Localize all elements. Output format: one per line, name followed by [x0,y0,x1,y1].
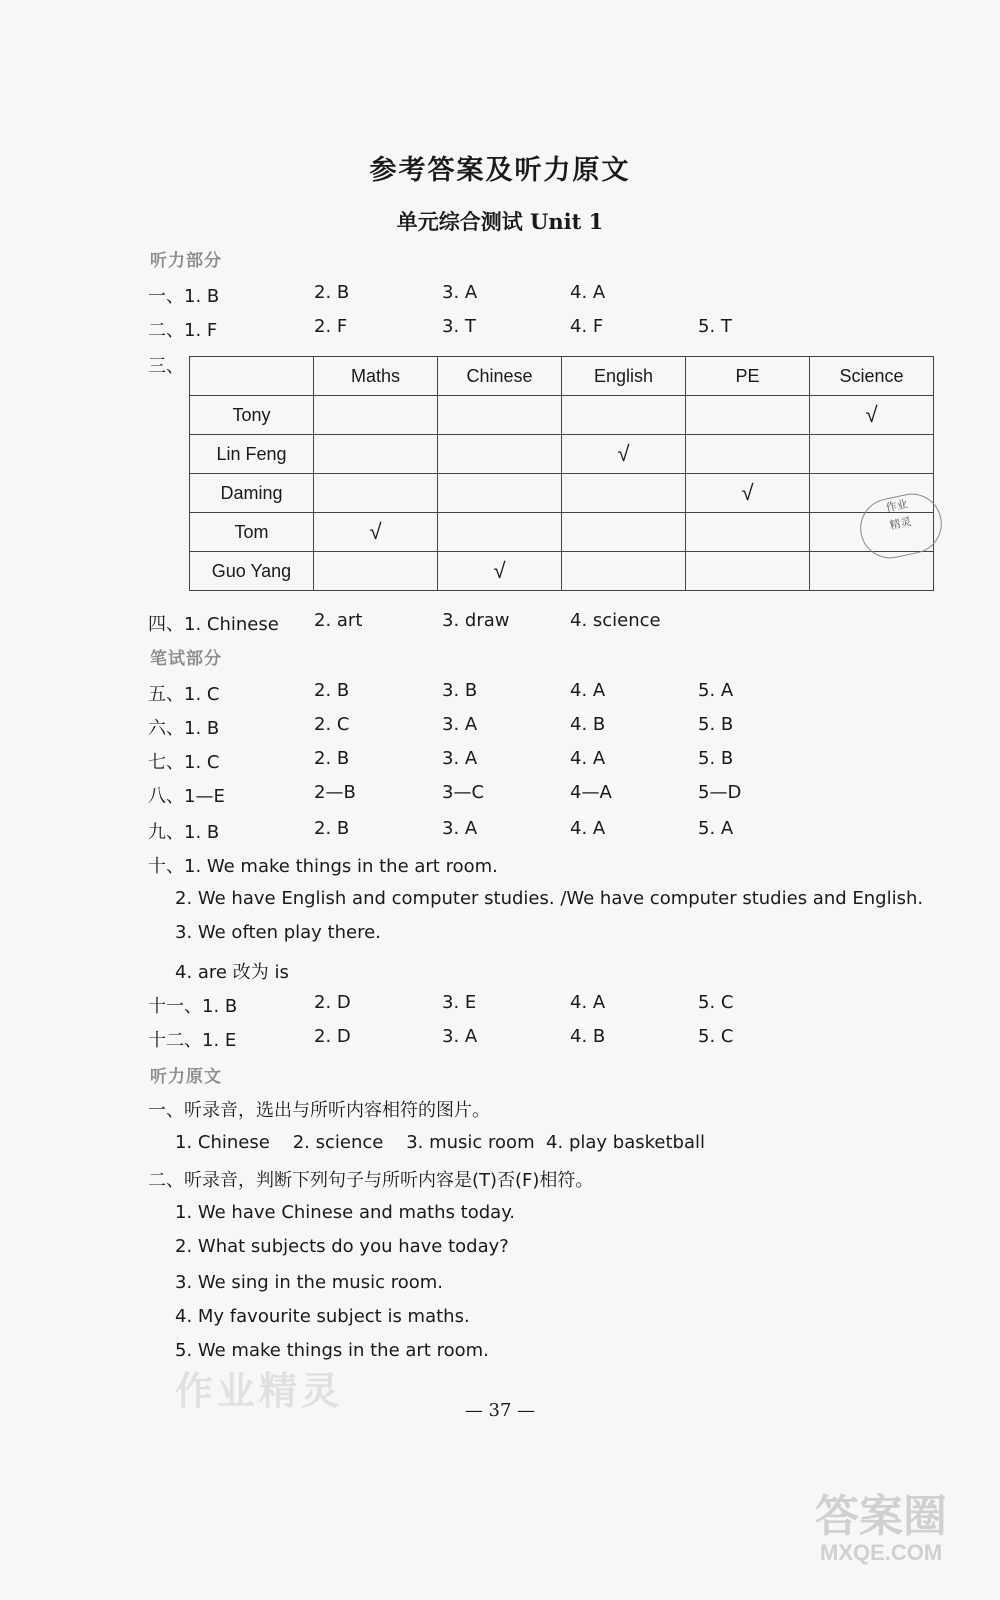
answer-item: 5. C [698,992,734,1013]
table-row [190,513,934,552]
answer-item: 3. A [442,748,478,769]
tick-cell: √ [438,552,562,591]
answer-10-line-3: 3. We often play there. [175,922,381,943]
answer-item: 3. A [442,818,478,839]
tick-cell: √ [686,474,810,513]
student-name: Tony [190,396,314,435]
tick-cell [810,552,934,591]
answer-item: 4. A [570,992,606,1013]
answer-item: 4. A [570,818,606,839]
table-header-cell: Science [810,357,934,396]
answer-item: 5—D [698,782,742,803]
tick-cell [562,474,686,513]
watermark-url: MXQE.COM [820,1540,943,1565]
answer-row-3-label: 三、 [148,356,184,377]
answer-10-line-2: 2. We have English and computer studies. /We have computer studies and English. [175,888,924,909]
answer-item: 4. A [570,680,606,701]
table-header-row [190,357,934,396]
tick-cell: √ [562,435,686,474]
answer-item: 2. C [314,714,350,735]
answer-item: 5. C [698,1026,734,1047]
section-script: 听力原文 [150,1067,222,1086]
tick-cell [562,396,686,435]
answer-item: 3—C [442,782,485,803]
answer-item: 2. D [314,992,351,1013]
page-number: — 37 — [464,1400,536,1421]
student-name: Guo Yang [190,552,314,591]
answer-label: 二、1. F [148,320,218,341]
student-name: Lin Feng [190,435,314,474]
tick-cell [810,435,934,474]
answer-item: 3. A [442,1026,478,1047]
tick-cell [438,474,562,513]
table-header-cell: Maths [314,357,438,396]
subjects-table [189,356,934,591]
tick-cell [314,474,438,513]
script-line: 4. My favourite subject is maths. [175,1306,470,1327]
answer-item: 2—B [314,782,356,803]
answer-item: 2. D [314,1026,351,1047]
answer-item: 4. F [570,316,604,337]
answer-item: 5. A [698,818,734,839]
table-row [190,552,934,591]
answer-item: 4. B [570,1026,606,1047]
answer-label: 七、1. C [148,752,220,773]
answer-item: 3. T [442,316,476,337]
script-question-1: 一、听录音，选出与所听内容相符的图片。 [148,1100,490,1121]
answer-item: 2. B [314,748,350,769]
unit-subtitle: 单元综合测试 Unit 1 [396,209,604,234]
table-header-cell: PE [686,357,810,396]
answer-label: 五、1. C [148,684,220,705]
tick-cell [562,552,686,591]
section-listening: 听力部分 [150,251,222,270]
tick-cell [686,513,810,552]
tick-cell [314,552,438,591]
student-name: Tom [190,513,314,552]
script-line: 5. We make things in the art room. [175,1340,489,1361]
watermark-logo: 答案圈 [815,1492,947,1541]
answer-item: 3. draw [442,610,510,631]
answer-label: 一、1. B [148,286,220,307]
script-line: 1. We have Chinese and maths today. [175,1202,516,1223]
script-line: 3. We sing in the music room. [175,1272,443,1293]
tick-cell [314,396,438,435]
answer-item: 3. E [442,992,477,1013]
script-line: 2. What subjects do you have today? [175,1236,509,1257]
answer-item: 4. science [570,610,661,631]
answer-10-line-1: 十、1. We make things in the art room. [148,856,498,877]
tick-cell: √ [810,396,934,435]
tick-cell [562,513,686,552]
answer-item: 4. A [570,282,606,303]
answer-label: 六、1. B [148,718,220,739]
table-row [190,435,934,474]
answer-item: 5. A [698,680,734,701]
answer-item: 4. B [570,714,606,735]
answer-label: 十二、1. E [148,1030,237,1051]
table-header-cell [190,357,314,396]
answer-item: 4—A [570,782,612,803]
tick-cell [438,513,562,552]
script-question-2: 二、听录音，判断下列句子与所听内容是(T)否(F)相符。 [148,1170,594,1191]
tick-cell [686,435,810,474]
tick-cell [438,435,562,474]
tick-cell: √ [314,513,438,552]
answer-item: 3. A [442,714,478,735]
table-row [190,474,934,513]
answer-item: 2. art [314,610,363,631]
tick-cell [314,435,438,474]
answer-label: 八、1—E [148,786,225,807]
answer-item: 3. B [442,680,478,701]
answer-item: 5. T [698,316,732,337]
answer-item: 2. B [314,818,350,839]
student-name: Daming [190,474,314,513]
page-title: 参考答案及听力原文 [369,155,631,186]
answer-10-line-4: 4. are 改为 is [175,962,289,983]
table-row [190,396,934,435]
tick-cell [438,396,562,435]
stamp-image: 作业 精灵 [855,488,948,564]
answer-item: 2. B [314,680,350,701]
faint-watermark: 作业精灵 [175,1371,344,1413]
answer-item: 5. B [698,748,734,769]
section-writing: 笔试部分 [150,649,222,668]
table-header-cell: Chinese [438,357,562,396]
answer-item: 3. A [442,282,478,303]
answer-label: 九、1. B [148,822,220,843]
table-header-cell: English [562,357,686,396]
script-answer-1: 1. Chinese 2. science 3. music room 4. play basketball [175,1132,705,1153]
answer-item: 4. A [570,748,606,769]
tick-cell [686,396,810,435]
answer-label: 十一、1. B [148,996,238,1017]
answer-label: 四、1. Chinese [148,614,279,635]
tick-cell [686,552,810,591]
answer-item: 5. B [698,714,734,735]
answer-item: 2. B [314,282,350,303]
answer-item: 2. F [314,316,348,337]
